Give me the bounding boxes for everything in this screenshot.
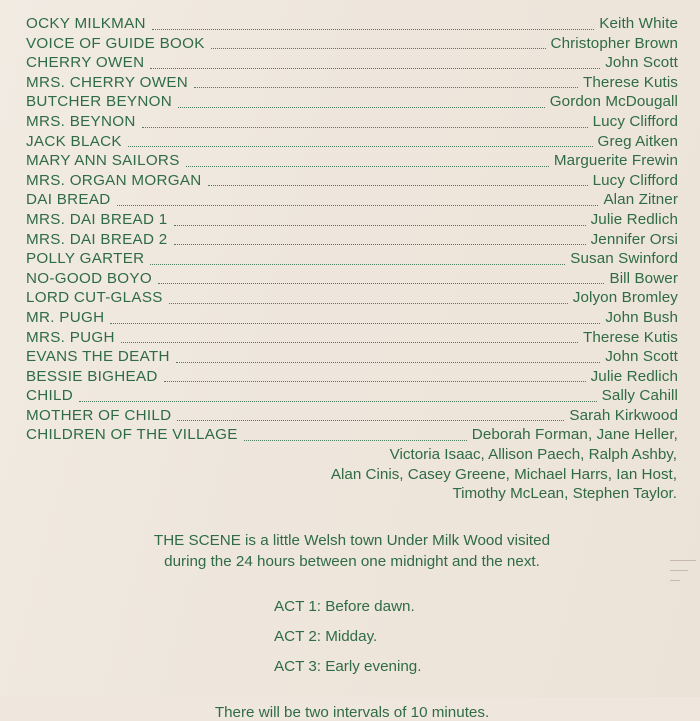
leader-dots — [178, 106, 545, 108]
cast-role: CHILD — [26, 387, 74, 405]
cast-row — [26, 112, 678, 132]
cast-role: POLLY GARTER — [26, 250, 145, 268]
cast-continuation-line: Timothy McLean, Stephen Taylor. — [452, 485, 677, 503]
leader-dots — [152, 28, 594, 30]
cast-actor: Susan Swinford — [570, 250, 678, 268]
cast-actor: Keith White — [599, 15, 678, 32]
cast-role: CHERRY OWEN — [26, 54, 145, 72]
cast-role: LORD CUT-GLASS — [26, 289, 163, 307]
cast-role: MOTHER OF CHILD — [26, 406, 172, 424]
cast-actor: Greg Aitken — [597, 132, 678, 150]
leader-dots — [128, 145, 593, 147]
cast-role: MRS. PUGH — [26, 328, 115, 346]
cast-actor: Deborah Forman, Jane Heller, — [471, 426, 678, 444]
cast-role: BESSIE BIGHEAD — [26, 367, 158, 385]
cast-row — [26, 308, 678, 328]
leader-dots — [211, 47, 546, 49]
cast-actor: Sally Cahill — [601, 387, 678, 405]
leader-dots — [208, 184, 588, 186]
cast-row — [26, 288, 678, 308]
cast-row — [26, 151, 678, 171]
leader-dots — [164, 380, 586, 382]
cast-role: MRS. CHERRY OWEN — [26, 73, 189, 91]
cast-row — [26, 367, 678, 387]
act-item: ACT 1: Before dawn. — [274, 597, 415, 615]
leader-dots — [174, 224, 586, 226]
cast-role: BUTCHER BEYNON — [26, 93, 172, 111]
leader-dots — [142, 126, 588, 128]
cast-role: NO-GOOD BOYO — [26, 269, 152, 287]
cast-actor: Jennifer Orsi — [590, 230, 678, 248]
cast-actor: John Bush — [605, 308, 678, 326]
scene-note — [26, 530, 678, 572]
cast-actor: Alan Zitner — [603, 191, 678, 209]
cast-row — [26, 171, 678, 191]
cast-row — [26, 34, 678, 54]
cast-actor: Christopher Brown — [550, 34, 678, 52]
leader-dots — [174, 243, 586, 245]
act-list — [26, 592, 678, 682]
cast-continuation-line: Victoria Isaac, Allison Paech, Ralph Ashby, — [389, 446, 677, 464]
cast-role: DAI BREAD — [26, 191, 111, 209]
cast-role: EVANS THE DEATH — [26, 348, 170, 366]
cast-role: JACK BLACK — [26, 132, 122, 150]
cast-actor: Lucy Clifford — [592, 112, 678, 130]
cast-actor: Lucy Clifford — [592, 171, 678, 189]
leader-dots — [194, 86, 578, 88]
cast-actor: Gordon McDougall — [549, 93, 678, 111]
cast-list — [26, 14, 678, 445]
cast-role: MR. PUGH — [26, 308, 105, 326]
cast-row — [26, 406, 678, 426]
cast-continuation-line: Alan Cinis, Casey Greene, Michael Harrs, Ian Host, — [330, 465, 677, 483]
cast-actor: Marguerite Frewin — [553, 152, 678, 170]
cast-row — [26, 73, 678, 93]
cast-actor: Therese Kutis — [583, 328, 678, 346]
cast-actor: Bill Bower — [609, 269, 678, 287]
cast-row — [26, 210, 678, 230]
act-item: ACT 3: Early evening. — [274, 657, 422, 675]
cast-role: OCKY MILKMAN — [26, 15, 146, 32]
cast-row — [26, 132, 678, 152]
cast-actor: John Scott — [605, 54, 678, 72]
act-item: ACT 2: Midday. — [274, 627, 378, 645]
cast-row — [26, 190, 678, 210]
cast-row — [26, 249, 678, 269]
cast-actor: Julie Redlich — [590, 210, 678, 228]
cast-role: VOICE OF GUIDE BOOK — [26, 34, 205, 52]
leader-dots — [79, 400, 597, 402]
cast-row — [26, 425, 678, 445]
leader-dots — [177, 419, 564, 421]
cast-row — [26, 328, 678, 348]
cast-row — [26, 53, 678, 73]
leader-dots — [121, 341, 578, 343]
leader-dots — [150, 263, 565, 265]
cast-role: MRS. DAI BREAD 2 — [26, 230, 168, 248]
leader-dots — [244, 439, 467, 441]
cast-row — [26, 269, 678, 289]
cast-role: MARY ANN SAILORS — [26, 152, 180, 170]
cast-role: MRS. BEYNON — [26, 112, 136, 130]
cast-actor: Jolyon Bromley — [572, 289, 678, 307]
edge-mark — [670, 580, 680, 581]
cast-row — [26, 386, 678, 406]
leader-dots — [158, 282, 605, 284]
scene-note-line: during the 24 hours between one midnight and the next. — [164, 552, 540, 570]
cast-row — [26, 347, 678, 367]
leader-dots — [186, 165, 549, 167]
leader-dots — [150, 67, 600, 69]
cast-row — [26, 14, 678, 34]
leader-dots — [169, 302, 568, 304]
cast-row — [26, 230, 678, 250]
leader-dots — [176, 361, 600, 363]
leader-dots — [110, 322, 600, 324]
cast-role: CHILDREN OF THE VILLAGE — [26, 426, 238, 444]
scene-note-line: THE SCENE is a little Welsh town Under Milk Wood visited — [153, 531, 551, 549]
cast-role: MRS. ORGAN MORGAN — [26, 171, 202, 189]
leader-dots — [117, 204, 599, 206]
cast-actor: Therese Kutis — [583, 73, 678, 91]
cast-role: MRS. DAI BREAD 1 — [26, 210, 168, 228]
cast-row — [26, 92, 678, 112]
cast-actor: John Scott — [605, 348, 678, 366]
cast-actor: Julie Redlich — [590, 367, 678, 385]
interval-note: There will be two intervals of 10 minutes. — [214, 703, 490, 721]
cast-actor: Sarah Kirkwood — [569, 406, 678, 424]
